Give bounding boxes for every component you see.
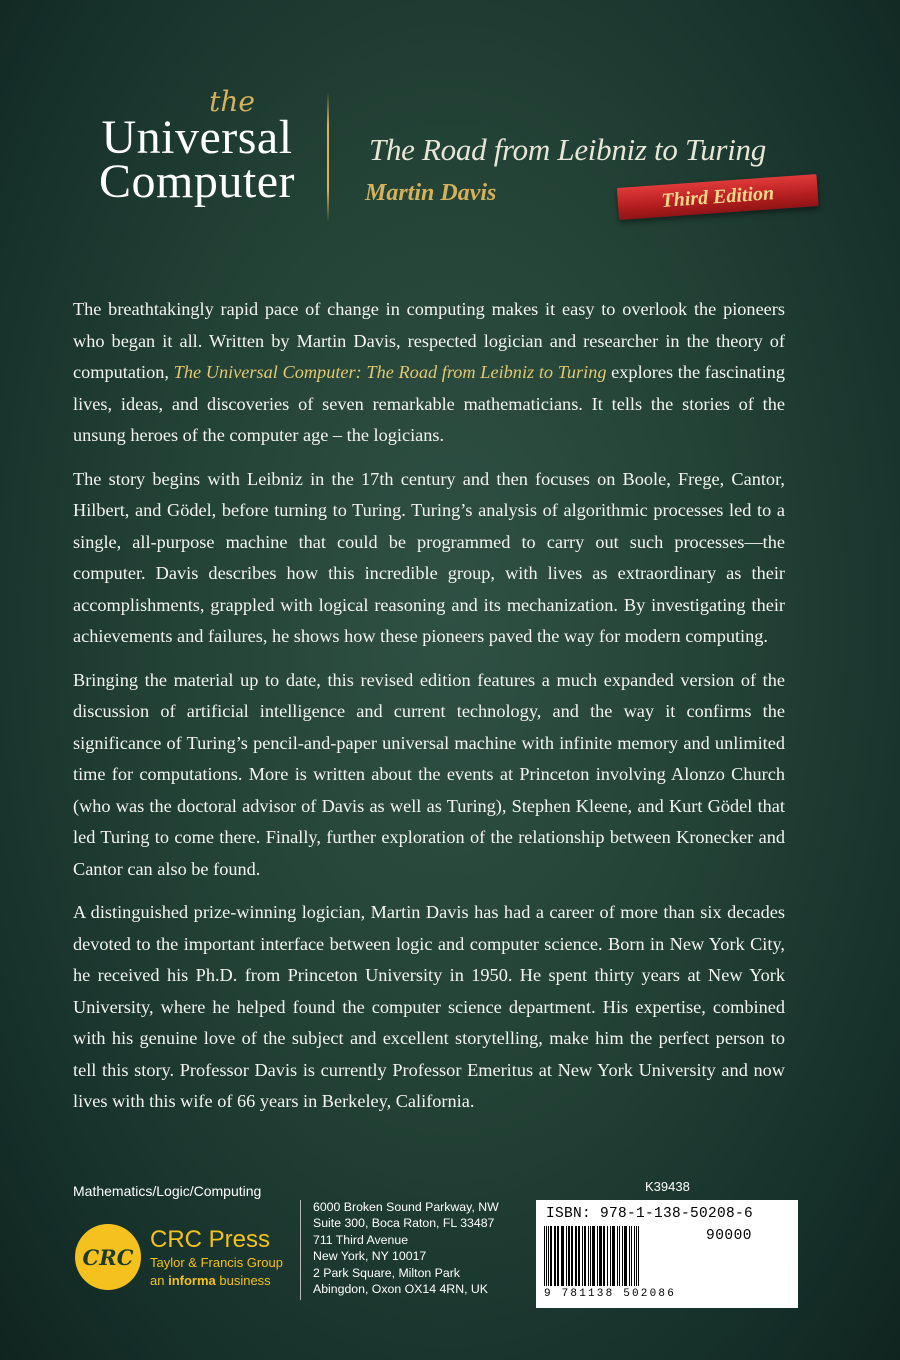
crc-logo-text: CRC bbox=[82, 1245, 134, 1270]
edition-label: Third Edition bbox=[660, 182, 775, 212]
isbn-number: ISBN: 978-1-138-50208-6 bbox=[546, 1206, 754, 1222]
barcode-bar bbox=[634, 1226, 635, 1286]
book-title bbox=[72, 85, 322, 208]
barcode-bar bbox=[566, 1226, 567, 1286]
address-line: Suite 300, Boca Raton, FL 33487 bbox=[313, 1215, 495, 1230]
paragraph-author-bio: A distinguished prize-winning logician, Martin Davis has had a career of more than six decades devoted to the important interface between logic and computer science. Born in New York City, he received his Ph.D. from Princeton University in 1950. He spent thirty years at New York University, where he helped found the computer science department. His expertise, combined with his genuine love of the subject and excellent storytelling, make him the perfect person to tell this story. Professor Davis is currently Professor Emeritus at New York University and now lives with this wife of 66 years in Berkeley, California. bbox=[73, 902, 785, 1111]
barcode-bar bbox=[584, 1226, 586, 1286]
barcode-bar bbox=[578, 1226, 580, 1286]
tagline-prefix: an bbox=[150, 1273, 169, 1288]
barcode-bar bbox=[629, 1226, 630, 1286]
address-line: 2 Park Square, Milton Park bbox=[313, 1266, 460, 1281]
tagline-informa: informa bbox=[168, 1273, 216, 1288]
barcode-bar bbox=[550, 1226, 552, 1286]
publisher-name: CRC Press bbox=[150, 1226, 271, 1253]
barcode-bars bbox=[544, 1226, 704, 1288]
barcode-bar bbox=[588, 1226, 589, 1286]
barcode-bar bbox=[610, 1226, 611, 1286]
barcode-bar bbox=[571, 1226, 573, 1286]
title-the: the bbox=[209, 85, 255, 118]
barcode-bar bbox=[557, 1226, 559, 1286]
barcode-bar bbox=[638, 1226, 639, 1286]
price-code: 90000 bbox=[706, 1228, 753, 1244]
barcode-bar bbox=[617, 1226, 618, 1286]
barcode-bar bbox=[597, 1226, 598, 1286]
edition-ribbon bbox=[617, 174, 819, 220]
isbn-barcode bbox=[536, 1200, 798, 1308]
description-text bbox=[73, 294, 785, 1130]
address-line: 6000 Broken Sound Parkway, NW bbox=[313, 1200, 499, 1214]
author-name: Martin Davis bbox=[365, 180, 497, 206]
barcode-bar bbox=[619, 1226, 620, 1286]
title-computer: Computer bbox=[99, 155, 295, 208]
title-divider bbox=[327, 92, 329, 222]
publisher-tagline bbox=[150, 1273, 271, 1289]
paragraph-edition: Bringing the material up to date, this revised edition features a much expanded version of the discussion of artificial intelligence and current technology, and the way it confirms the significance of Turing’s pencil-and-paper universal machine with infinite memory and unlimited time for computations. More is written about the events at Princeton involving Alonzo Church (who was the doctoral advisor of Davis as well as Turing), Stephen Kleene, and Kurt Gödel that led Turing to come there. Finally, further exploration of the relationship between Kronecker and Cantor can also be found. bbox=[73, 669, 785, 879]
subject-category: Mathematics/Logic/Computing bbox=[73, 1183, 262, 1199]
publisher-address bbox=[313, 1200, 499, 1298]
product-code: K39438 bbox=[645, 1179, 690, 1194]
barcode-bar bbox=[592, 1226, 595, 1286]
barcode-bar bbox=[590, 1226, 591, 1286]
barcode-bar bbox=[607, 1226, 608, 1286]
barcode-bar bbox=[582, 1226, 583, 1286]
barcode-bar bbox=[636, 1226, 637, 1286]
intro-book-title: The Universal Computer: The Road from Leibniz to Turing bbox=[173, 362, 607, 382]
title-universal: Universal bbox=[101, 111, 293, 164]
barcode-bar bbox=[622, 1226, 623, 1286]
address-line: Abingdon, Oxon OX14 4RN, UK bbox=[313, 1281, 488, 1296]
barcode-bar bbox=[561, 1226, 564, 1286]
barcode-bar bbox=[599, 1226, 602, 1286]
barcode-bar bbox=[575, 1226, 577, 1286]
barcode-bar bbox=[624, 1226, 627, 1286]
barcode-digits: 9 781138 502086 bbox=[544, 1288, 677, 1300]
barcode-bar bbox=[548, 1226, 549, 1286]
paragraph-intro bbox=[73, 294, 785, 452]
barcode-bar bbox=[554, 1226, 556, 1286]
barcode-bar bbox=[603, 1226, 605, 1286]
tagline-suffix: business bbox=[215, 1273, 271, 1288]
crc-logo-icon bbox=[73, 1222, 143, 1292]
address-line: 711 Third Avenue bbox=[313, 1233, 409, 1248]
publisher-group: Taylor & Francis Group bbox=[150, 1255, 283, 1270]
barcode-bar bbox=[568, 1226, 570, 1286]
address-line: New York, NY 10017 bbox=[313, 1248, 427, 1263]
barcode-bar bbox=[546, 1226, 547, 1286]
address-divider bbox=[300, 1200, 301, 1300]
intro-after: explores the fascinating lives, ideas, and discoveries of seven remarkable mathematicians. It tells the stories of the unsung heroes of the computer age – the logicians. bbox=[73, 362, 785, 445]
barcode-bar bbox=[631, 1226, 632, 1286]
barcode-bar bbox=[612, 1226, 615, 1286]
book-subtitle: The Road from Leibniz to Turing bbox=[369, 132, 766, 167]
intro-before: The breathtakingly rapid pace of change in computing makes it easy to overlook the pioneers who began it all. Written by Martin Davis, respected logician and researcher in the theory of computation, bbox=[73, 299, 785, 382]
paragraph-story: The story begins with Leibniz in the 17th century and then focuses on Boole, Frege, Cantor, Hilbert, and Gödel, before turning to Turing. Turing’s analysis of algorithmic processes led to a single, all-purpose machine that could be programmed to carry out such processes—the computer. Davis describes how this incredible group, with lives as extraordinary as their accomplishments, grappled with logical reasoning and its mechanization. By investigating their achievements and failures, he shows how these pioneers paved the way for modern computing. bbox=[73, 468, 785, 646]
barcode-bar bbox=[544, 1226, 545, 1286]
